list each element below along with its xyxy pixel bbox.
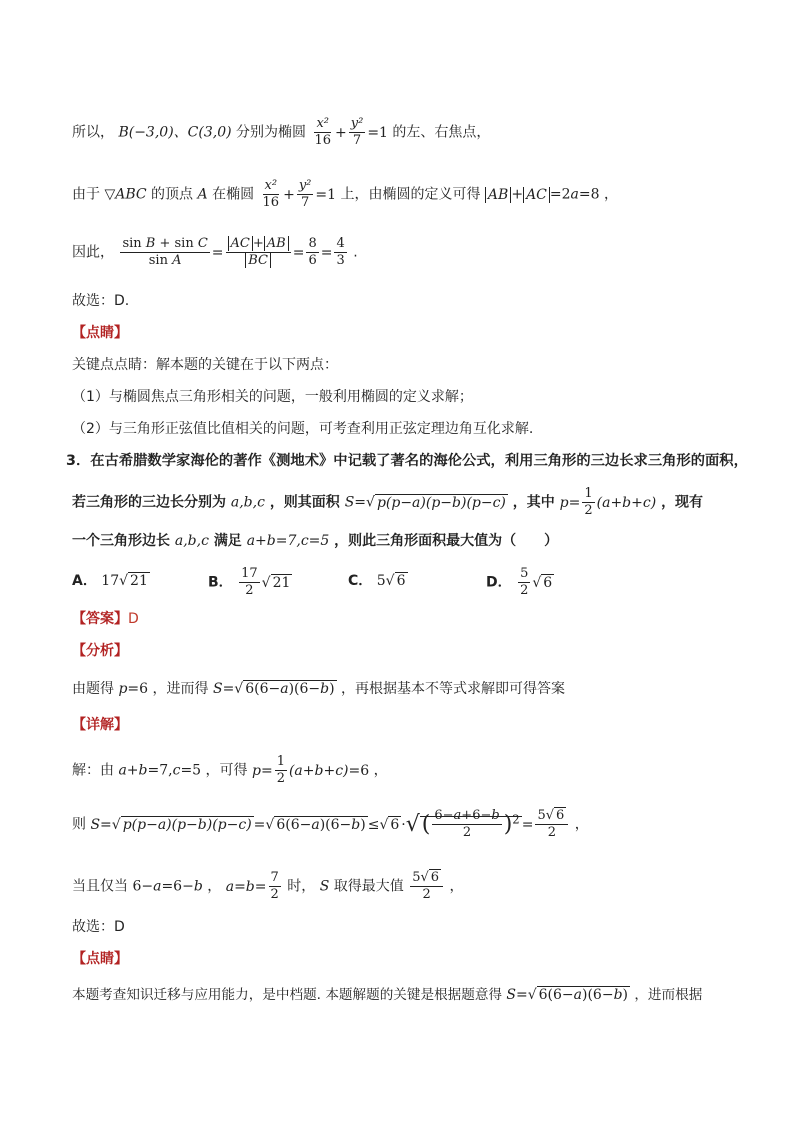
text: 在椭圆 bbox=[212, 186, 255, 203]
side-variables: a,b,c bbox=[174, 533, 209, 549]
text: 上，由椭圆的定义可得 bbox=[340, 186, 481, 203]
option-label: D． bbox=[486, 574, 512, 591]
ellipse-equation: $\frac{\text{x²}}{16}$ + $\frac{\text{y²}}{7}$ =1 bbox=[262, 178, 337, 210]
answer-block bbox=[72, 610, 139, 628]
answer-value: D bbox=[128, 611, 139, 627]
text: 的顶点 bbox=[151, 186, 194, 203]
text: . bbox=[353, 244, 358, 261]
option-label: C． bbox=[348, 573, 373, 589]
point-a: A bbox=[197, 186, 208, 203]
text: ， bbox=[603, 186, 618, 203]
analysis-heading: 【分析】 bbox=[72, 643, 128, 659]
solution-line-2 bbox=[72, 178, 618, 211]
comment-intro: 关键点点睛：解本题的关键在于以下两点： bbox=[72, 357, 338, 373]
option-a[interactable] bbox=[72, 572, 150, 590]
detail-line-3 bbox=[72, 870, 464, 903]
p-computation: p= $\frac{1}{2}$ (a+b+c)=6 bbox=[251, 754, 370, 786]
text: 所以， bbox=[72, 124, 114, 141]
final-answer: 故选：D bbox=[72, 919, 125, 935]
detail-line-1 bbox=[72, 754, 388, 787]
text: 本题考查知识迁移与应用能力，是中档题. 本题解题的关键是根据题意得 bbox=[72, 987, 503, 1003]
text: ，则此三角形面积最大值为（ ） bbox=[334, 533, 559, 549]
option-d[interactable] bbox=[486, 566, 554, 599]
foci-expression: B(−3,0)、C(3,0) bbox=[118, 124, 232, 141]
text: 取得最大值 bbox=[333, 878, 404, 895]
question-line-2 bbox=[72, 486, 703, 519]
text: ，进而得 bbox=[152, 681, 209, 697]
text: 则 bbox=[72, 816, 86, 833]
option-b[interactable] bbox=[208, 566, 292, 599]
equality-value: a=b= $\frac{7}{2}$ bbox=[225, 870, 279, 902]
comment-heading-2: 【点睛】 bbox=[72, 951, 128, 967]
text: 时， bbox=[287, 878, 316, 895]
detail-line-2 bbox=[72, 808, 589, 841]
text: 由于 bbox=[72, 186, 100, 203]
text: ， bbox=[373, 762, 388, 779]
text: 满足 bbox=[213, 533, 242, 549]
side-variables: a,b,c bbox=[230, 494, 265, 511]
option-value: $\frac{5}{2}$ √ 6 bbox=[520, 566, 553, 598]
text: 因此， bbox=[72, 244, 114, 261]
p-value: p=6 bbox=[118, 681, 149, 697]
area-expression: S=√ 6(6−a)(6−b) bbox=[506, 987, 628, 1003]
text: ， bbox=[449, 878, 464, 895]
equality-condition: 6−a=6−b bbox=[132, 878, 203, 895]
max-area-value: $\frac{5√ 6}{2}$ bbox=[408, 879, 445, 895]
ellipse-equation: $\frac{\text{x²}}{16}$ + $\frac{\text{y²}}{7}$ =1 bbox=[314, 116, 388, 148]
inequality-chain: S=√ p(p−a)(p−b)(p−c) =√ 6(6−a)(6−b) ≤√ 6 ·√( $\frac{6-a+6-b}{2}$ )$^2$ = $\frac{5√ 6}{2}$ bbox=[90, 817, 570, 833]
semi-perimeter-formula: p= $\frac{1}{2}$ (a+b+c) bbox=[559, 486, 657, 518]
text: ， bbox=[574, 816, 589, 833]
option-value: 5√ 6 bbox=[376, 573, 406, 589]
text: 一个三角形边长 bbox=[72, 533, 170, 549]
text: 由题得 bbox=[72, 681, 114, 697]
text: 当且仅当 bbox=[72, 878, 128, 895]
text: ，现有 bbox=[661, 494, 704, 511]
heron-formula: S=√ p(p−a)(p−b)(p−c) bbox=[344, 494, 506, 511]
option-c[interactable] bbox=[348, 572, 408, 590]
text: ，其中 bbox=[512, 494, 555, 511]
text: 的左、右焦点， bbox=[392, 124, 491, 141]
question-line-1: 3．在古希腊数学家海伦的著作《测地术》中记载了著名的海伦公式，利用三角形的三边长求三角形的面积， bbox=[66, 453, 748, 469]
side-condition: a+b=7,c=5 bbox=[246, 533, 330, 549]
text: ，再根据基本不等式求解即可得答案 bbox=[341, 681, 566, 697]
text: ，则其面积 bbox=[269, 494, 340, 511]
option-value: $\frac{17}{2}$ √ 21 bbox=[241, 566, 291, 598]
answer-heading: 【答案】 bbox=[72, 611, 128, 627]
area-expression: S=√ 6(6−a)(6−b) bbox=[212, 681, 335, 697]
condition: a+b=7,c=5 bbox=[118, 762, 202, 779]
option-value: 17√ 21 bbox=[101, 573, 148, 589]
text: 解：由 bbox=[72, 762, 114, 779]
comment-point-1: （1）与椭圆焦点三角形相关的问题，一般利用椭圆的定义求解； bbox=[72, 389, 473, 405]
sine-ratio-expression: $\frac{\text{sin B + sin C}}{\text{sin A}}$ = $\frac{AC + AB}{BC}$ = $\frac{8}{6}$ = $\frac{4}{3}$ bbox=[122, 236, 345, 268]
triangle-symbol: ▽ABC bbox=[104, 186, 147, 203]
comment-point-2: （2）与三角形正弦值比值相关的问题，可考查利用正弦定理边角互化求解. bbox=[72, 421, 534, 437]
text: ，进而根据 bbox=[634, 987, 703, 1003]
solution-line-1 bbox=[72, 116, 490, 149]
ellipse-definition: AB + AC =2a=8 bbox=[485, 187, 600, 203]
question-line-3 bbox=[72, 532, 558, 550]
option-label: B． bbox=[208, 574, 233, 591]
text: 若三角形的三边长分别为 bbox=[72, 494, 226, 511]
text: ，可得 bbox=[205, 762, 248, 779]
area-symbol: S bbox=[319, 878, 330, 895]
comment-heading: 【点睛】 bbox=[72, 325, 128, 341]
detail-heading: 【详解】 bbox=[72, 717, 128, 733]
answer-line: 故选：D. bbox=[72, 293, 130, 309]
text: 分别为椭圆 bbox=[236, 124, 307, 141]
comment-line bbox=[72, 986, 702, 1004]
option-label: A． bbox=[72, 573, 97, 589]
solution-line-3 bbox=[72, 236, 358, 269]
analysis-line bbox=[72, 680, 565, 698]
text: ， bbox=[207, 878, 222, 895]
